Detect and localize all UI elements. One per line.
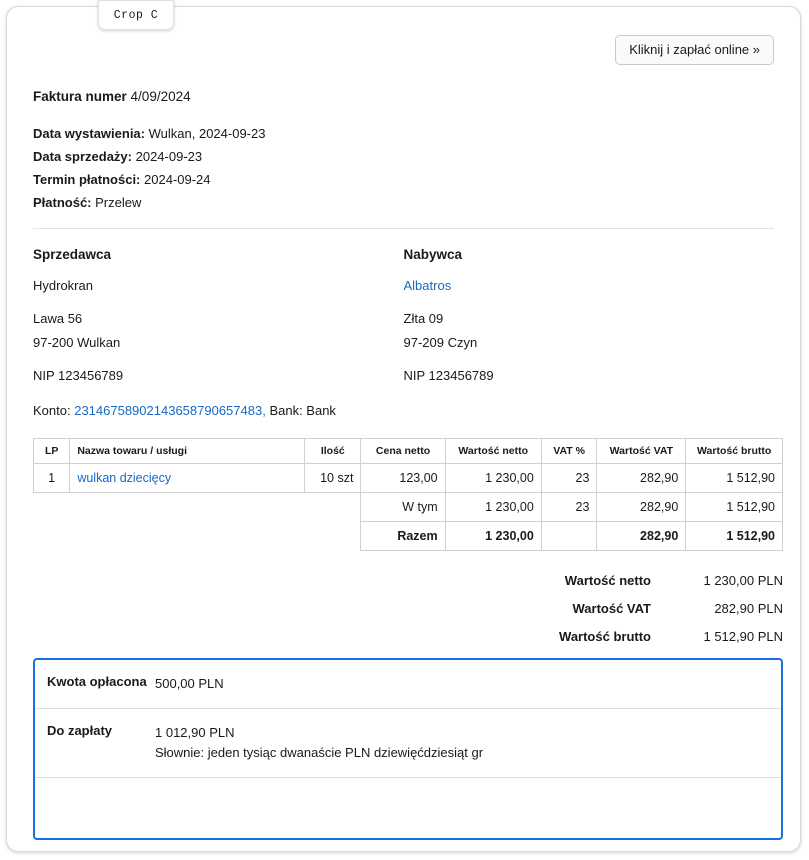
buyer-name-line [404, 276, 775, 296]
invoice-card [6, 6, 801, 852]
section-divider [33, 228, 774, 229]
meta-due-date [33, 172, 774, 187]
total-gross-value: 1 512,90 PLN [703, 628, 783, 644]
column-header-value-gross: Wartość brutto [686, 438, 783, 463]
invoice-number-label: Faktura numer [33, 89, 127, 105]
buyer-nip: NIP 123456789 [403, 367, 494, 383]
meta-issue-date-label: Data wystawienia: [33, 126, 145, 142]
total-vat-label: Wartość VAT [572, 600, 651, 616]
pay-online-button[interactable]: Kliknij i zapłać online » [615, 35, 774, 65]
paid-amount-label: Kwota opłacona [47, 674, 147, 689]
column-header-lp: LP [34, 438, 70, 463]
cell-value-vat: 282,90 [597, 463, 686, 492]
summary-value-gross-razem: 1 512,90 [686, 521, 783, 550]
meta-sale-date-value: 2024-09-23 [135, 149, 203, 165]
summary-value-gross-wtym: 1 512,90 [686, 492, 783, 521]
seller-account-label: Konto: [33, 402, 71, 418]
summary-label-wtym: W tym [361, 492, 445, 521]
summary-label-razem: Razem [361, 521, 445, 550]
total-net-label: Wartość netto [564, 572, 651, 588]
buyer-name-link[interactable]: Albatros [403, 278, 452, 294]
blank-cell-qty [305, 492, 361, 521]
due-amount-label: Do zapłaty [47, 723, 113, 739]
buyer-spacer-2 [404, 356, 775, 366]
paid-amount-value: 500,00 PLN [155, 676, 224, 691]
payment-summary-box [33, 658, 783, 840]
parties-section [33, 247, 774, 389]
seller-spacer-2 [33, 356, 404, 366]
meta-issue-date [33, 126, 774, 141]
cell-qty: 10 szt [305, 463, 361, 492]
blank-cell-name-2 [70, 521, 305, 550]
paid-amount-row [35, 660, 781, 709]
seller-block [33, 247, 404, 389]
item-name-link[interactable]: wulkan dziecięcy [77, 470, 172, 485]
table-summary-row-razem [34, 521, 783, 550]
buyer-title: Nabywca [403, 247, 463, 263]
due-amount-words: Słownie: jeden tysiąc dwanaście PLN dziewięćdziesiąt gr [155, 745, 484, 761]
column-header-price-net: Cena netto [361, 438, 445, 463]
seller-city: 97-200 Wulkan [33, 334, 121, 350]
blank-cell-name [70, 492, 305, 521]
cell-vat-percent: 23 [541, 463, 597, 492]
seller-name: Hydrokran [33, 278, 93, 294]
blank-cell-qty-2 [305, 521, 361, 550]
summary-vat-percent-razem [541, 521, 597, 550]
total-gross-row [33, 629, 783, 644]
column-header-vat-percent: VAT % [541, 438, 597, 463]
table-row [34, 463, 783, 492]
totals-section [33, 573, 783, 644]
items-table-body [34, 463, 783, 550]
due-amount-value-group [155, 709, 483, 777]
cell-value-net: 1 230,00 [445, 463, 541, 492]
pay-online-row [33, 35, 774, 65]
total-vat-row [33, 601, 783, 616]
column-header-value-net: Wartość netto [445, 438, 541, 463]
meta-sale-date-label: Data sprzedaży: [33, 149, 132, 165]
seller-spacer [33, 299, 404, 309]
invoice-number-value: 4/09/2024 [130, 89, 191, 105]
column-header-value-vat: Wartość VAT [597, 438, 686, 463]
cell-lp: 1 [34, 463, 70, 492]
meta-due-date-value: 2024-09-24 [144, 172, 211, 188]
summary-value-vat-wtym: 282,90 [597, 492, 686, 521]
table-summary-row-wtym [34, 492, 783, 521]
seller-street: Lawa 56 [33, 311, 83, 327]
total-net-row [33, 573, 783, 588]
payment-empty-row [35, 778, 781, 846]
buyer-block [404, 247, 775, 389]
invoice-meta [33, 126, 774, 210]
items-table [33, 438, 783, 551]
cell-value-gross: 1 512,90 [686, 463, 783, 492]
cell-name [70, 463, 305, 492]
meta-payment-method-label: Płatność: [33, 195, 92, 211]
meta-payment-method-value: Przelew [95, 195, 142, 211]
summary-value-net-wtym: 1 230,00 [445, 492, 541, 521]
meta-payment-method [33, 195, 774, 210]
seller-nip: NIP 123456789 [33, 367, 124, 383]
seller-account-line [33, 403, 774, 418]
due-amount-row [35, 709, 781, 778]
items-table-header-row [34, 438, 783, 463]
total-gross-label: Wartość brutto [559, 628, 651, 644]
seller-bank-name: Bank: Bank [269, 402, 336, 418]
meta-issue-date-value: Wulkan, 2024-09-23 [148, 126, 266, 142]
buyer-street: Złta 09 [403, 311, 444, 327]
items-table-head [34, 438, 783, 463]
invoice-title [33, 89, 774, 104]
cell-price-net: 123,00 [361, 463, 445, 492]
due-amount-value: 1 012,90 PLN [155, 725, 235, 741]
crop-label-chip: Crop C [98, 0, 174, 30]
meta-sale-date [33, 149, 774, 164]
buyer-city: 97-209 Czyn [403, 334, 478, 350]
column-header-qty: Ilość [305, 438, 361, 463]
total-net-value: 1 230,00 PLN [703, 572, 783, 588]
summary-value-net-razem: 1 230,00 [445, 521, 541, 550]
total-vat-value: 282,90 PLN [714, 600, 783, 616]
summary-vat-percent-wtym: 23 [541, 492, 597, 521]
summary-value-vat-razem: 282,90 [597, 521, 686, 550]
blank-cell-lp-2 [34, 521, 70, 550]
buyer-spacer [404, 299, 775, 309]
seller-account-number[interactable]: 23146758902143658790657483, [74, 402, 266, 418]
column-header-name: Nazwa towaru / usługi [70, 438, 305, 463]
blank-cell-lp [34, 492, 70, 521]
meta-due-date-label: Termin płatności: [33, 172, 141, 188]
seller-title: Sprzedawca [33, 247, 112, 263]
